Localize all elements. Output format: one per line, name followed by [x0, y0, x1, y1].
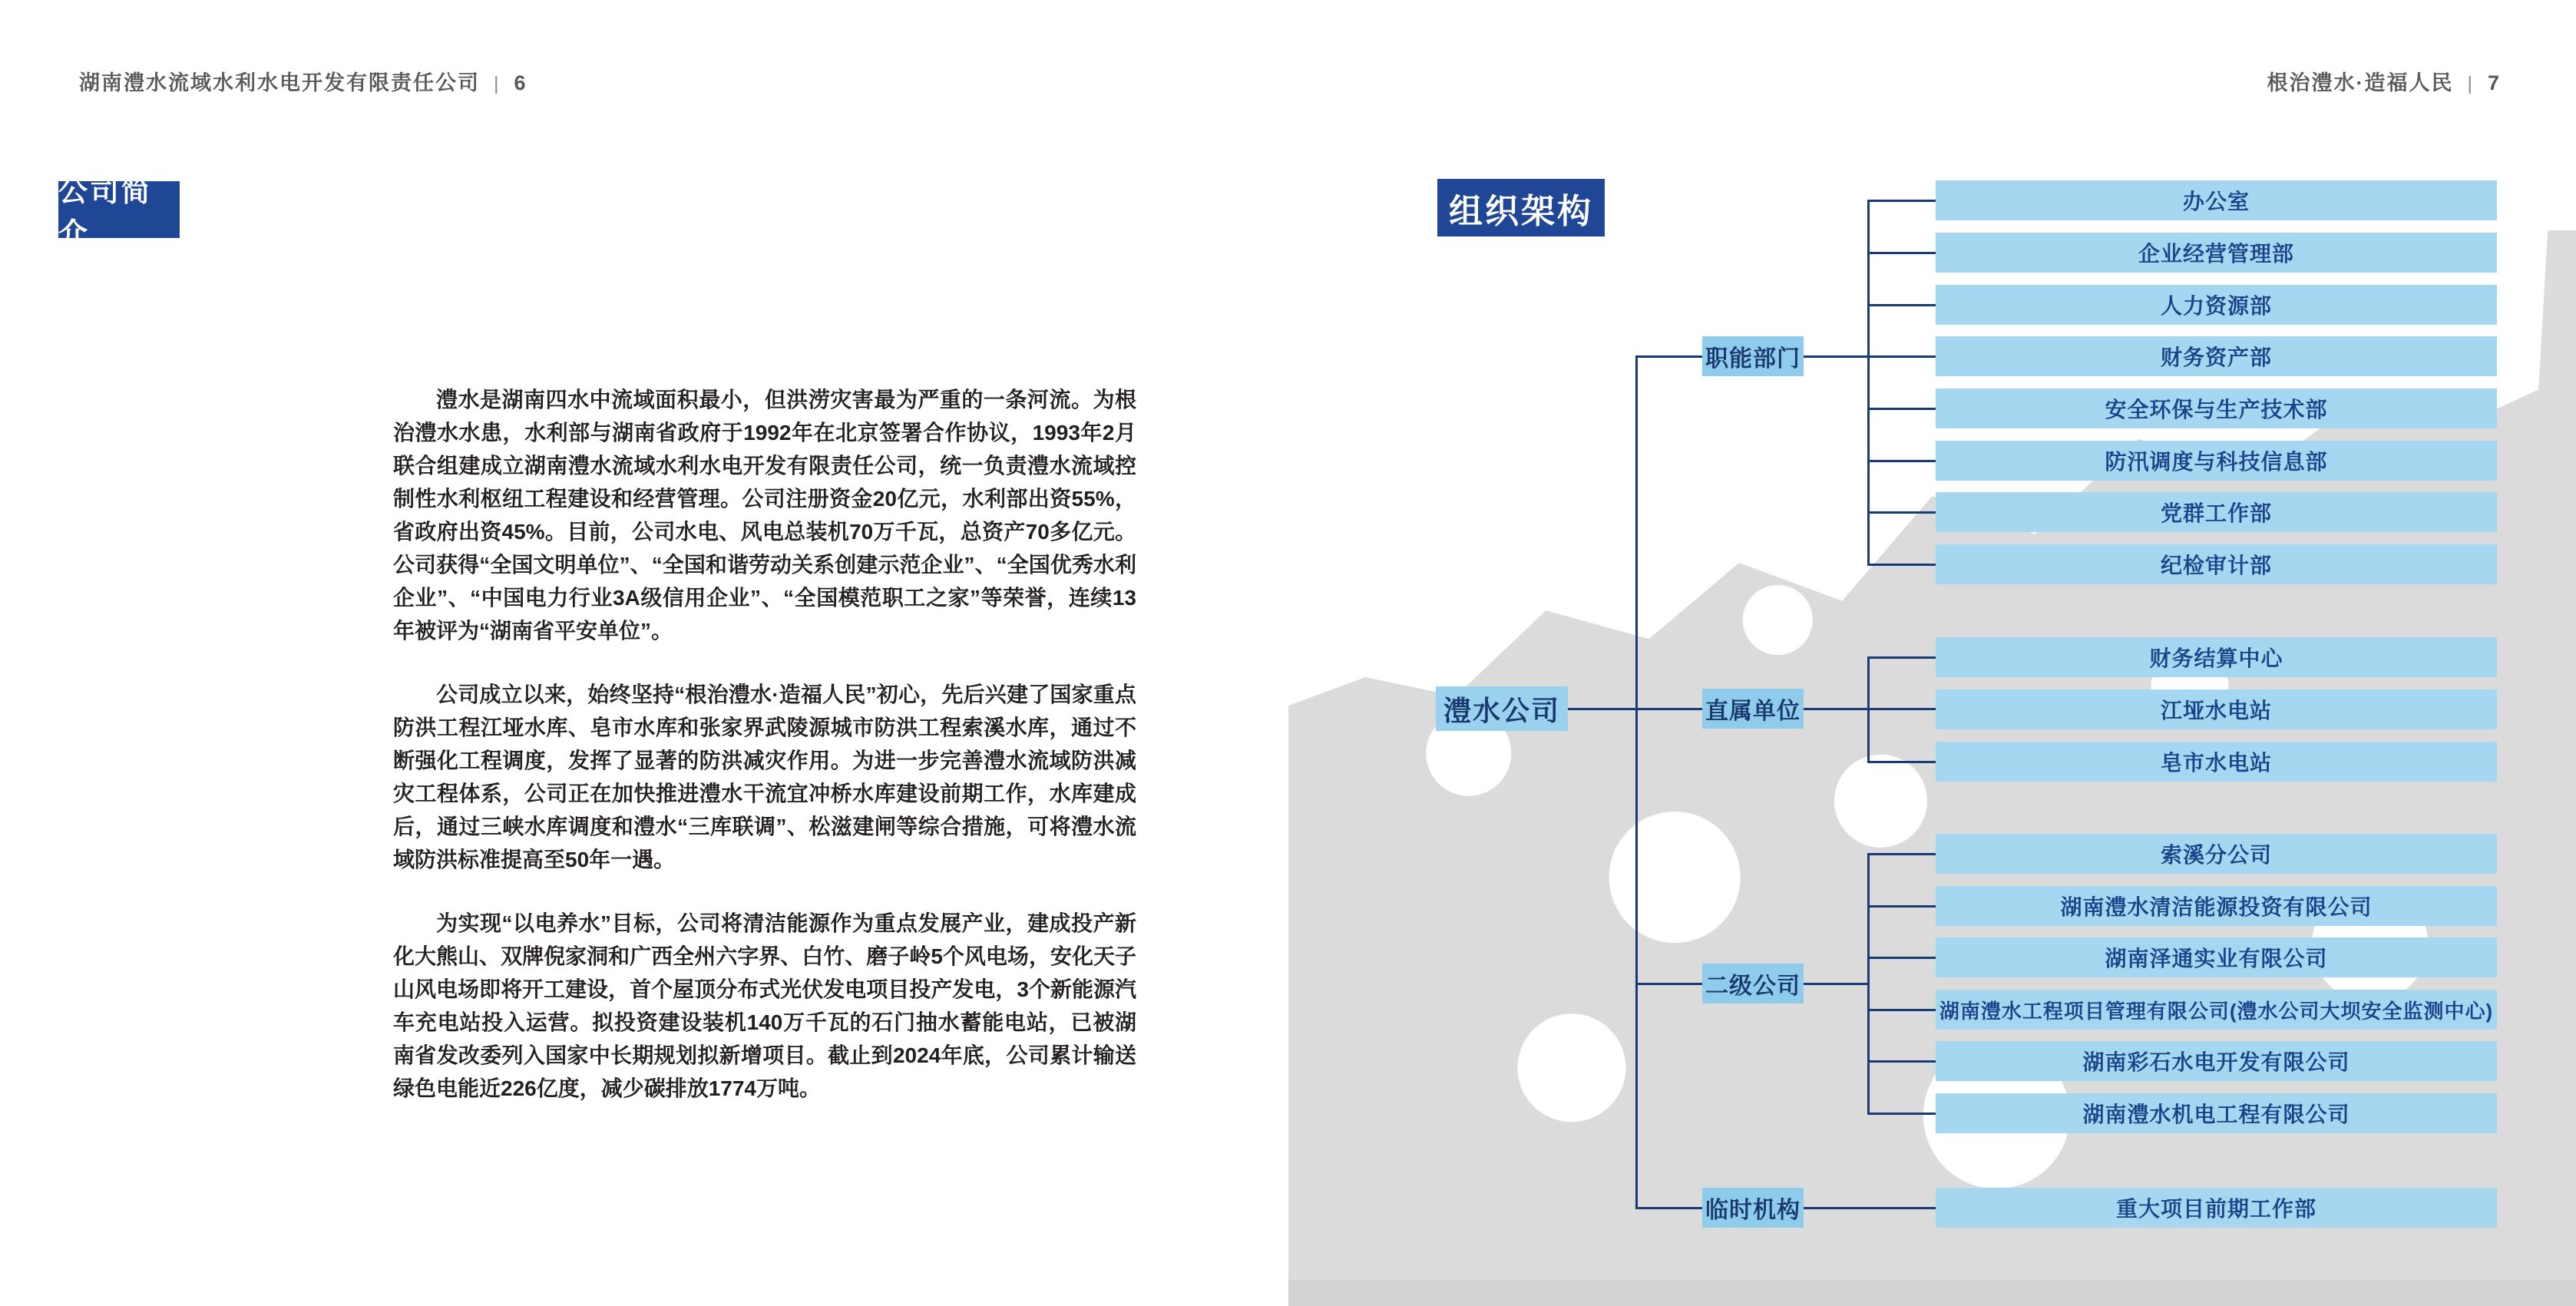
connector-line — [1636, 1207, 1702, 1209]
org-unit-bar: 湖南澧水工程项目管理有限公司(澧水公司大坝安全监测中心) — [1936, 990, 2497, 1030]
org-unit-bar: 皂市水电站 — [1936, 742, 2497, 782]
org-root-node: 澧水公司 — [1436, 686, 1568, 731]
page-number-left: 6 — [514, 71, 527, 94]
org-unit-bar: 人力资源部 — [1936, 285, 2497, 325]
connector-line — [1636, 983, 1702, 985]
connector-line — [1868, 853, 1936, 855]
connector-line — [1867, 656, 1870, 763]
org-unit-bar: 湖南澧水清洁能源投资有限公司 — [1936, 886, 2497, 926]
org-category-functional-depts: 职能部门 — [1702, 336, 1804, 376]
section-title-org-structure: 组织架构 — [1437, 179, 1605, 236]
org-category-subsidiaries: 二级公司 — [1702, 964, 1804, 1003]
org-unit-bar: 防汛调度与科技信息部 — [1936, 441, 2497, 481]
org-category-direct-units: 直属单位 — [1702, 689, 1804, 729]
company-intro-text — [393, 383, 1136, 1136]
connector-line — [1868, 511, 1936, 514]
connector-line — [1868, 957, 1936, 959]
connector-line — [1868, 656, 1936, 659]
connector-line — [1868, 460, 1936, 462]
connector-line — [1867, 853, 1870, 1115]
page-number-right: 7 — [2487, 71, 2501, 94]
running-head-left — [79, 66, 527, 96]
connector-line — [1868, 304, 1936, 306]
connector-line — [1868, 1009, 1936, 1011]
connector-line — [1868, 1060, 1936, 1063]
header-slogan: 根治澧水·造福人民 — [2267, 71, 2454, 94]
header-separator: | — [494, 73, 501, 94]
org-unit-bar: 湖南澧水机电工程有限公司 — [1936, 1093, 2497, 1133]
connector-line — [1868, 761, 1936, 763]
org-category-temp-orgs: 临时机构 — [1702, 1188, 1804, 1228]
connector-line — [1868, 200, 1936, 202]
running-head-right — [2267, 66, 2501, 96]
org-unit-bar: 湖南彩石水电开发有限公司 — [1936, 1041, 2497, 1081]
org-unit-bar: 重大项目前期工作部 — [1936, 1188, 2497, 1228]
section-title-company-intro: 公司简介 — [58, 181, 180, 238]
header-company-name: 湖南澧水流域水利水电开发有限责任公司 — [79, 71, 480, 94]
org-unit-bar: 办公室 — [1936, 180, 2497, 220]
intro-paragraph-1: 澧水是湖南四水中流域面积最小，但洪涝灾害最为严重的一条河流。为根治澧水水患，水利部与湖南省政府于1992年在北京签署合作协议，1993年2月联合组建成立湖南澧水流域水利水电开发有限责任公司，统一负责澧水流域控制性水利枢纽工程建设和经营管理。公司注册资金20亿元，水利部出资55%，省政府出资45%。目前，公司水电、风电总装机70万千瓦，总资产70多亿元。公司获得“全国文明单位”、“全国和谐劳动关系创建示范企业”、“全国优秀水利企业”、“中国电力行业3A级信用企业”、“全国模范职工之家”等荣誉，连续13年被评为“湖南省平安单位”。 — [393, 388, 1136, 643]
org-unit-bar: 纪检审计部 — [1936, 544, 2497, 584]
connector-line — [1804, 983, 1868, 985]
connector-line — [1868, 1113, 1936, 1115]
connector-line — [1868, 564, 1936, 566]
org-unit-bar: 财务结算中心 — [1936, 637, 2497, 677]
org-unit-bar: 财务资产部 — [1936, 336, 2497, 376]
photo-bottom-band — [1288, 1280, 2576, 1306]
connector-line — [1868, 905, 1936, 908]
intro-paragraph-3: 为实现“以电养水”目标，公司将清洁能源作为重点发展产业，建成投产新化大熊山、双牌倪家洞和广西全州六字界、白竹、磨子岭5个风电场，安化天子山风电场即将开工建设，首个屋顶分布式光伏发电项目投产发电，3个新能源汽车充电站投入运营。拟投资建设装机140万千瓦的石门抽水蓄能电站，已被湖南省发改委列入国家中长期规划拟新增项目。截止到2024年底，公司累计输送绿色电能近226亿度，减少碳排放1774万吨。 — [393, 911, 1136, 1100]
connector-line — [1868, 252, 1936, 254]
org-unit-bar: 江垭水电站 — [1936, 689, 2497, 729]
org-unit-bar: 湖南泽通实业有限公司 — [1936, 937, 2497, 977]
connector-line — [1804, 1207, 1936, 1209]
connector-line — [1636, 355, 1702, 358]
intro-paragraph-2: 公司成立以来，始终坚持“根治澧水·造福人民”初心，先后兴建了国家重点防洪工程江垭水库、皂市水库和张家界武陵源城市防洪工程索溪水库，通过不断强化工程调度，发挥了显著的防洪减灾作用。为进一步完善澧水流域防洪减灾工程体系，公司正在加快推进澧水干流宜冲桥水库建设前期工作，水库建成后，通过三峡水库调度和澧水“三库联调”、松滋建闸等综合措施，可将澧水流域防洪标准提高至50年一遇。 — [393, 683, 1136, 871]
org-unit-bar: 企业经营管理部 — [1936, 233, 2497, 273]
org-unit-bar: 党群工作部 — [1936, 492, 2497, 532]
org-unit-bar: 索溪分公司 — [1936, 834, 2497, 874]
org-unit-bar: 安全环保与生产技术部 — [1936, 388, 2497, 428]
connector-line — [1568, 708, 1702, 710]
connector-line — [1804, 355, 1936, 358]
connector-line — [1635, 355, 1638, 1209]
header-separator: | — [2467, 73, 2474, 94]
connector-line — [1804, 708, 1936, 710]
connector-line — [1868, 408, 1936, 410]
